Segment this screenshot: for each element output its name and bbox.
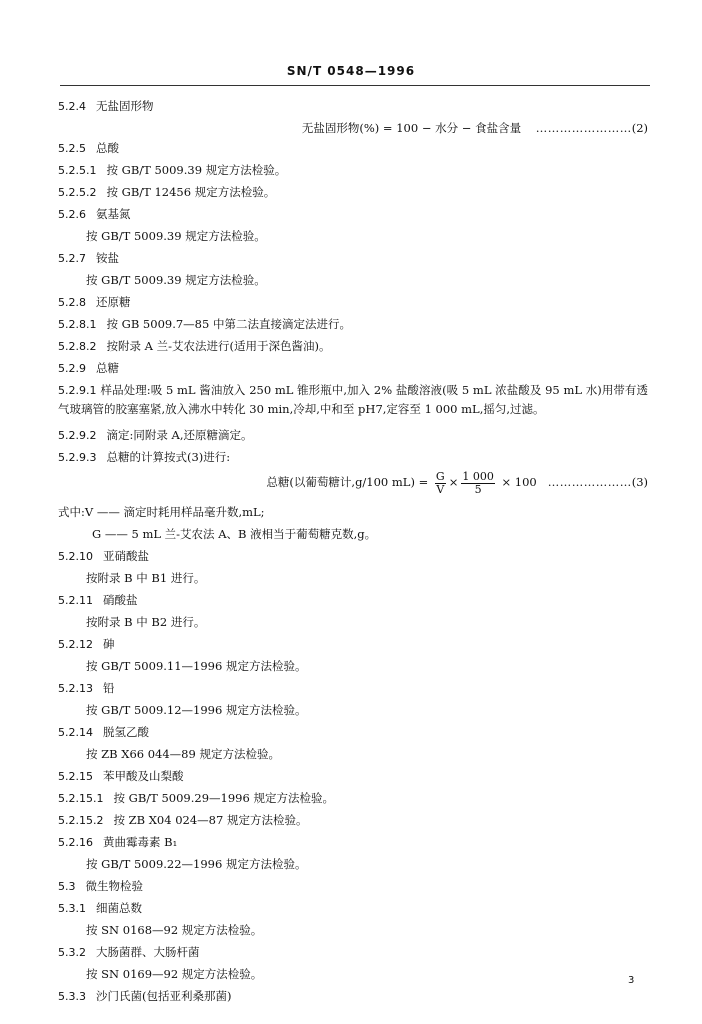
fraction-g-over-v: $\frac{G}{V}$	[435, 469, 445, 496]
section-5-2-4: 5.2.4 无盐固形物	[58, 99, 154, 113]
section-5-2-5: 5.2.5 总酸	[58, 141, 119, 155]
equation-3: 总糖(以葡萄糖计,g/100 mL) = $\frac{G}{V}$ × $\frac{1 000}{5}$ × 100 …………………(3)	[266, 469, 648, 496]
section-5-2-7: 5.2.7 铵盐	[58, 251, 119, 265]
section-5-2-5-2: 5.2.5.2 按 GB/T 12456 规定方法检验。	[58, 185, 276, 199]
section-5-3-1: 5.3.1 细菌总数	[58, 901, 142, 915]
section-5-2-9: 5.2.9 总糖	[58, 361, 119, 375]
section-5-2-12: 5.2.12 砷	[58, 637, 115, 651]
section-5-2-15: 5.2.15 苯甲酸及山梨酸	[58, 769, 184, 783]
section-5-2-8: 5.2.8 还原糖	[58, 295, 131, 309]
section-5-3-2: 5.3.2 大肠菌群、大肠杆菌	[58, 945, 200, 959]
fraction-1000-over-5: $\frac{1 000}{5}$	[462, 469, 494, 496]
section-5-2-6-text: 按 GB/T 5009.39 规定方法检验。	[86, 229, 266, 243]
section-5-3-1-text: 按 SN 0168—92 规定方法检验。	[86, 923, 263, 937]
section-5-2-9-2: 5.2.9.2 滴定:同附录 A,还原糖滴定。	[58, 428, 253, 442]
section-5-2-8-2: 5.2.8.2 按附录 A 兰-艾农法进行(适用于深色酱油)。	[58, 339, 331, 353]
section-5-2-10: 5.2.10 亚硝酸盐	[58, 549, 149, 563]
section-5-2-11: 5.2.11 硝酸盐	[58, 593, 138, 607]
section-5-2-13-text: 按 GB/T 5009.12—1996 规定方法检验。	[86, 703, 307, 717]
section-5-2-13: 5.2.13 铅	[58, 681, 115, 695]
where-g: G —— 5 mL 兰-艾农法 A、B 液相当于葡萄糖克数,g。	[92, 527, 377, 541]
where-v: 式中:V —— 滴定时耗用样品毫升数,mL;	[58, 505, 265, 519]
section-5-2-12-text: 按 GB/T 5009.11—1996 规定方法检验。	[86, 659, 307, 673]
section-5-2-10-text: 按附录 B 中 B1 进行。	[86, 571, 206, 585]
section-5-2-16: 5.2.16 黄曲霉毒素 B₁	[58, 835, 178, 849]
document-header: SN/T 0548—1996	[286, 64, 416, 78]
section-5-2-8-1: 5.2.8.1 按 GB 5009.7—85 中第二法直接滴定法进行。	[58, 317, 351, 331]
header-rule	[60, 85, 650, 86]
section-5-2-6: 5.2.6 氨基氮	[58, 207, 131, 221]
section-5-2-14: 5.2.14 脱氢乙酸	[58, 725, 149, 739]
section-5-3: 5.3 微生物检验	[58, 879, 143, 893]
section-5-2-14-text: 按 ZB X66 044—89 规定方法检验。	[86, 747, 280, 761]
section-5-2-9-1: 5.2.9.1 样品处理:吸 5 mL 酱油放入 250 mL 锥形瓶中,加入 2% 盐酸溶液(吸 5 mL 浓盐酸及 95 mL 水)用带有透气玻璃管的胶塞塞紧,放入沸水中转化 30 min,冷却,中和至 pH7,定容至 1 000 mL,摇匀,过滤。	[58, 383, 648, 416]
equation-2: 无盐固形物(%) = 100 − 水分 − 食盐含量 ……………………(2)	[301, 121, 648, 135]
section-5-2-15-2: 5.2.15.2 按 ZB X04 024—87 规定方法检验。	[58, 813, 308, 827]
section-5-3-2-text: 按 SN 0169—92 规定方法检验。	[86, 967, 263, 981]
section-5-3-3: 5.3.3 沙门氏菌(包括亚利桑那菌)	[58, 989, 232, 1003]
section-5-2-16-text: 按 GB/T 5009.22—1996 规定方法检验。	[86, 857, 307, 871]
page-number: 3	[628, 975, 635, 986]
section-5-2-9-3: 5.2.9.3 总糖的计算按式(3)进行:	[58, 450, 231, 464]
section-5-2-7-text: 按 GB/T 5009.39 规定方法检验。	[86, 273, 266, 287]
section-5-2-11-text: 按附录 B 中 B2 进行。	[86, 615, 206, 629]
section-5-2-5-1: 5.2.5.1 按 GB/T 5009.39 规定方法检验。	[58, 163, 287, 177]
section-5-2-15-1: 5.2.15.1 按 GB/T 5009.29—1996 规定方法检验。	[58, 791, 334, 805]
